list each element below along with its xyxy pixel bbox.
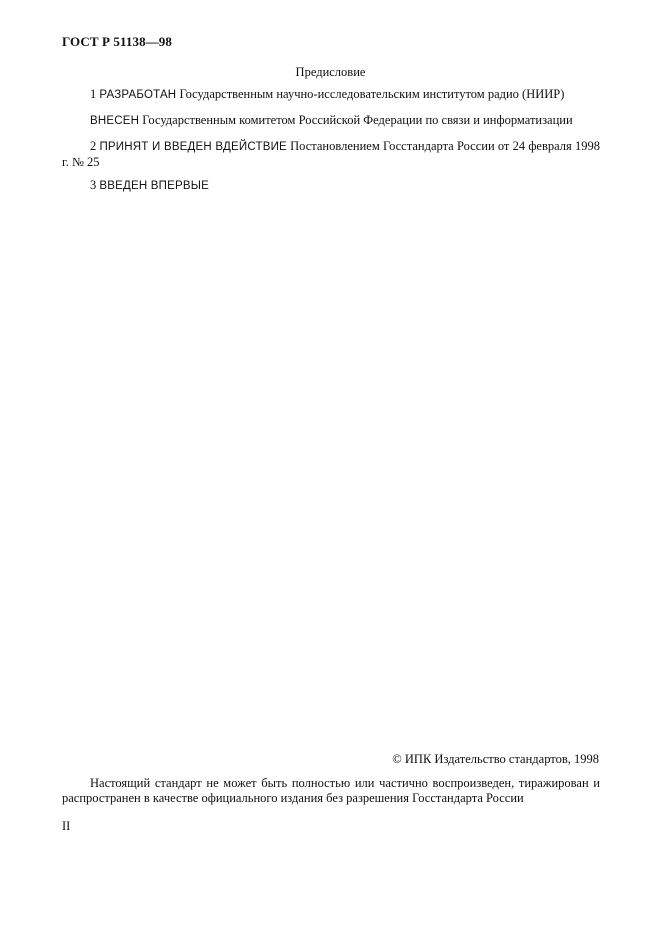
item-number: 2 xyxy=(90,139,97,153)
copyright-line: © ИПК Издательство стандартов, 1998 xyxy=(392,752,599,766)
item-text: Государственным комитетом Российской Федерации по связи и информатизации xyxy=(142,113,573,127)
item-caps-heading: ПРИНЯТ И ВВЕДЕН ВДЕЙСТВИЕ xyxy=(99,141,287,153)
foreword-item-3 xyxy=(62,178,600,194)
item-caps-heading: ВВЕДЕН ВПЕРВЫЕ xyxy=(99,180,209,192)
foreword-item-2 xyxy=(62,139,600,170)
item-caps-heading: ВНЕСЕН xyxy=(90,115,140,127)
item-caps-heading: РАЗРАБОТАН xyxy=(99,89,177,101)
foreword-item-submitted xyxy=(62,113,600,129)
reproduction-notice: Настоящий стандарт не может быть полностью или частично воспроизведен, тиражирован и распространен в качестве официального издания без разрешения Госстандарта России xyxy=(62,776,600,805)
item-text: Государственным научно-исследовательским институтом радио (НИИР) xyxy=(179,87,565,101)
standard-code: ГОСТ Р 51138—98 xyxy=(62,34,173,49)
foreword-title: Предисловие xyxy=(295,65,366,79)
item-text: Постановлением Госстандарта России от 24 февраля 1998 г. № 25 xyxy=(62,139,600,169)
foreword-item-1 xyxy=(62,87,600,103)
item-number: 1 xyxy=(90,87,97,101)
page-number: II xyxy=(62,819,71,833)
item-number: 3 xyxy=(90,178,97,192)
